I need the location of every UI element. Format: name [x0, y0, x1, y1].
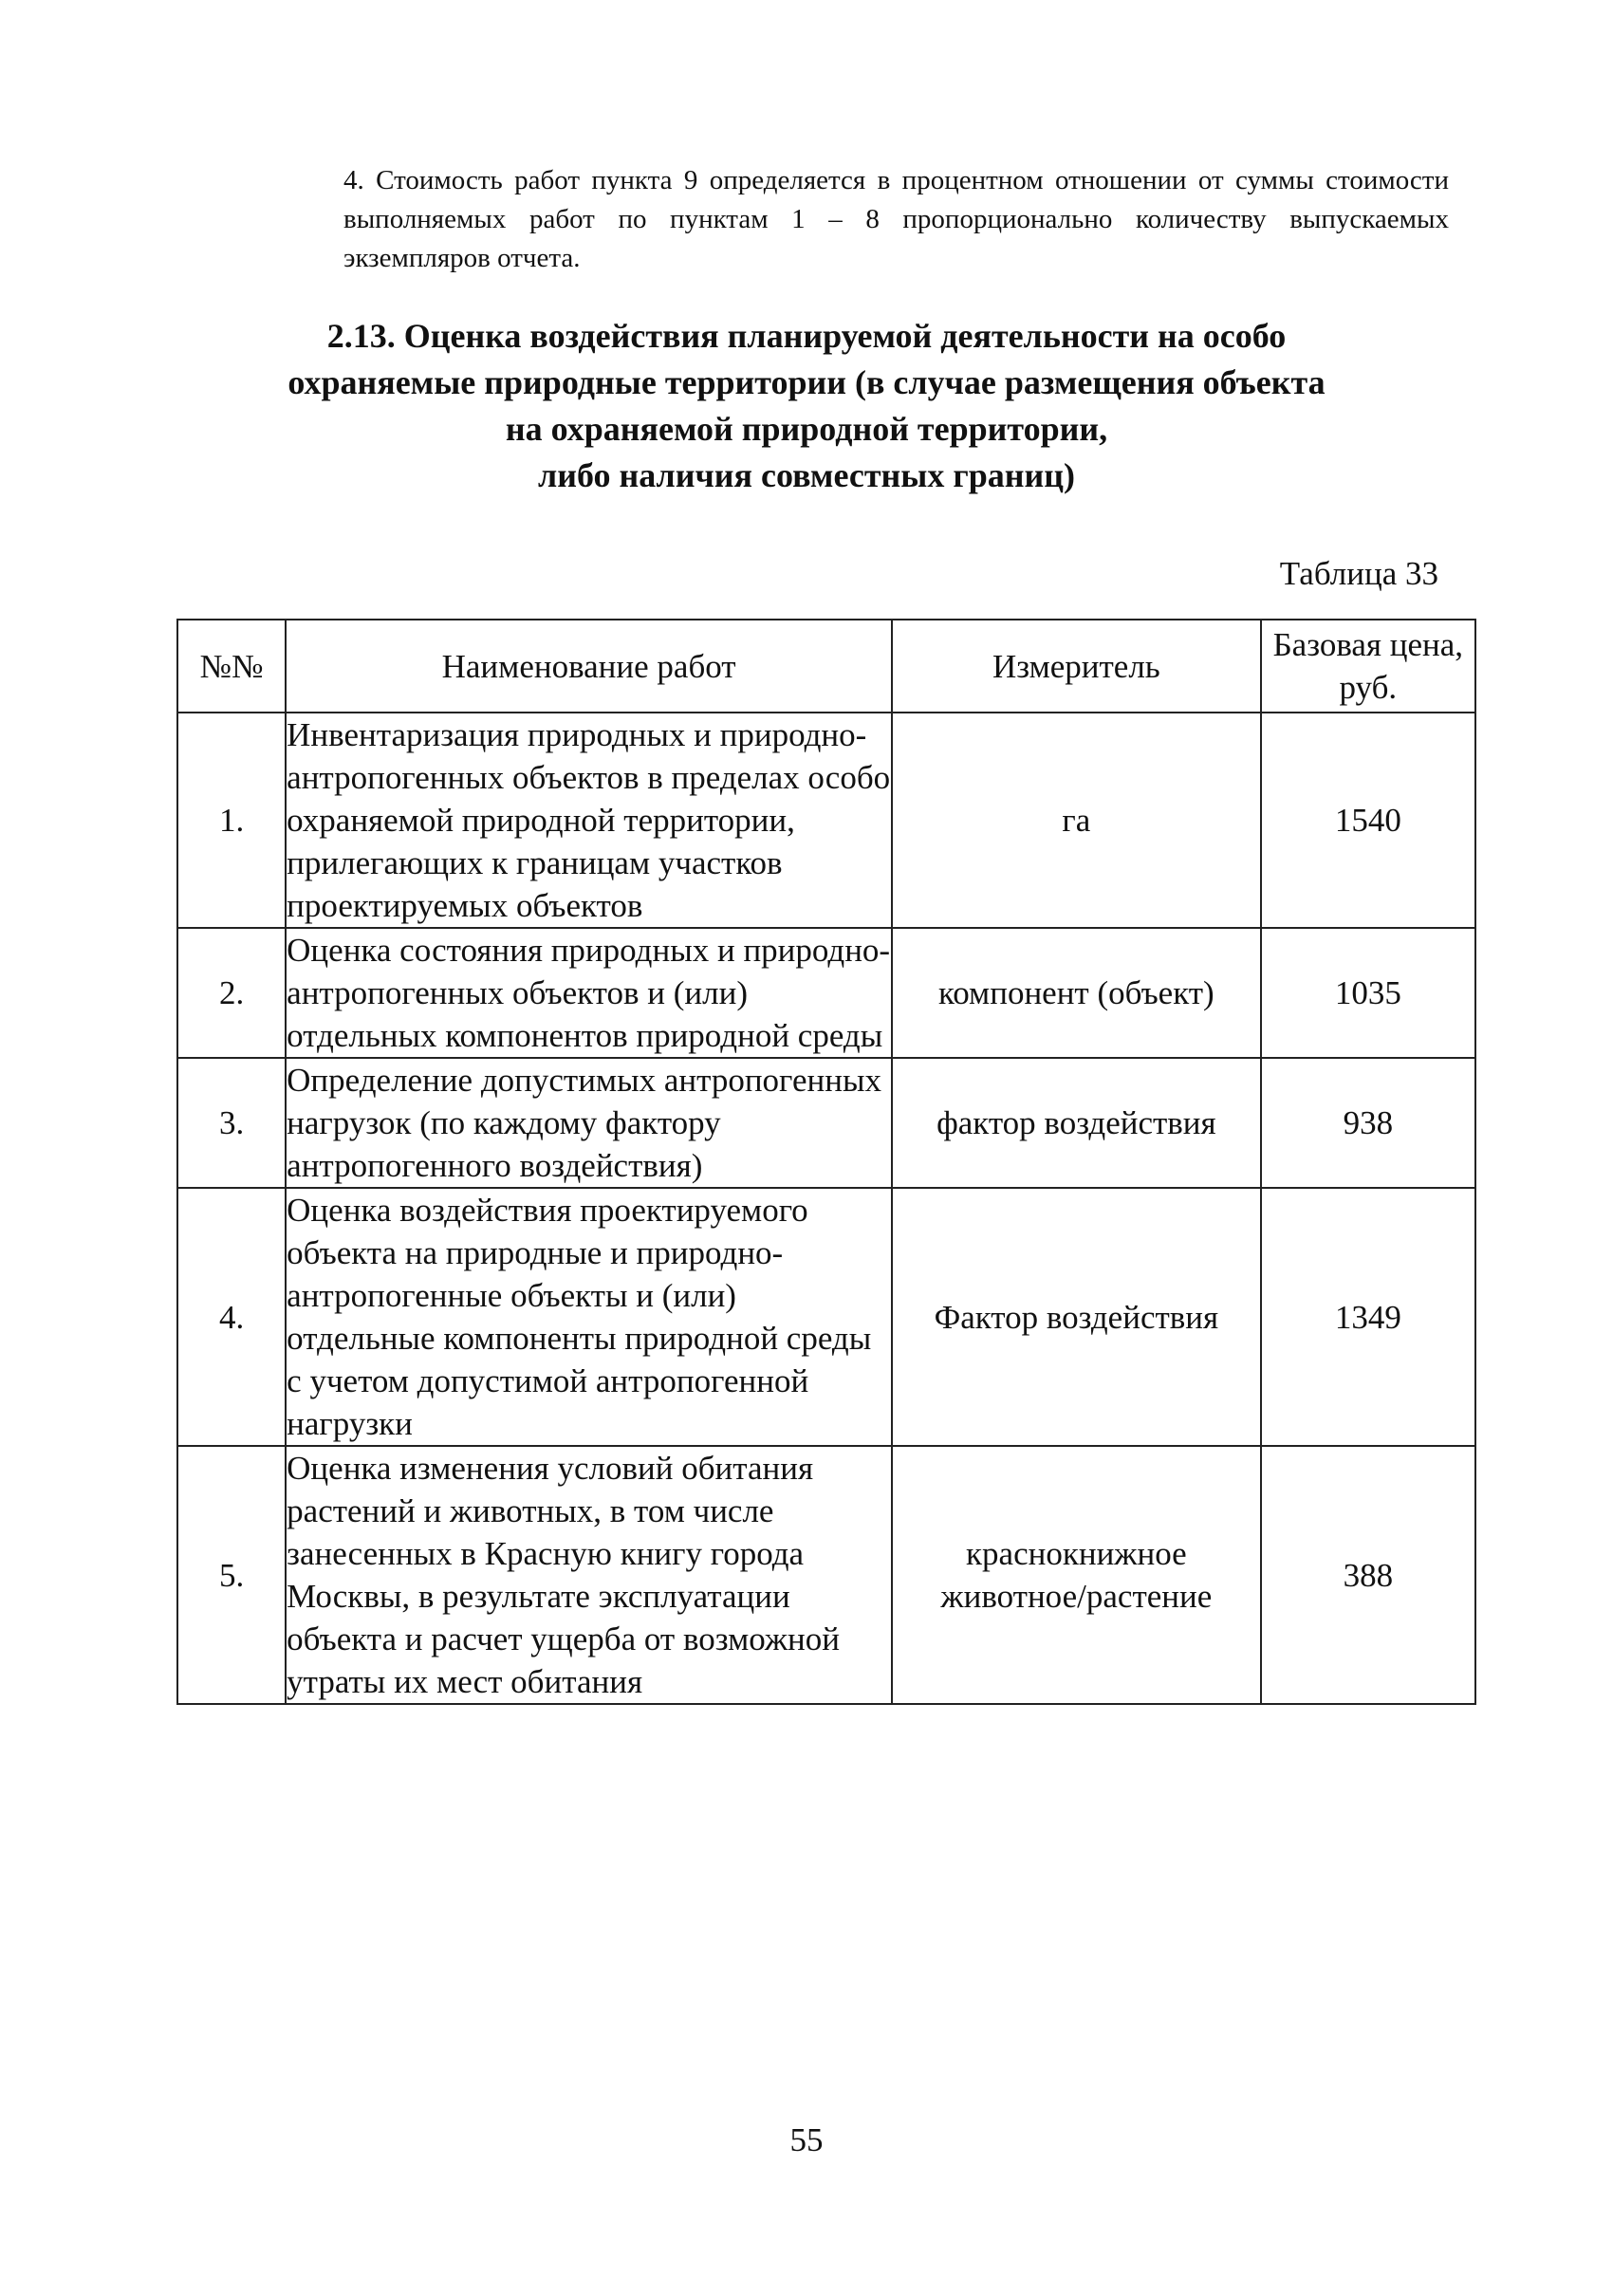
row-unit: компонент (объект) — [892, 928, 1261, 1058]
row-name: Определение допустимых антропогенных нагрузок (по каждому фактору антропогенного воздействия) — [286, 1058, 892, 1188]
table-row — [177, 1446, 1475, 1704]
row-unit: Фактор воздействия — [892, 1188, 1261, 1446]
row-name: Оценка воздействия проектируемого объекта на природные и природно-антропогенные объекты и (или) отдельные компоненты природной среды с учетом допустимой антропогенной нагрузки — [286, 1188, 892, 1446]
row-num: 4. — [177, 1188, 286, 1446]
page-number: 55 — [789, 2121, 824, 2158]
table-row — [177, 713, 1475, 928]
heading-line: на охраняемой природной территории, — [505, 410, 1108, 448]
row-name: Оценка состояния природных и природно-антропогенных объектов и (или) отдельных компонентов природной среды — [286, 928, 892, 1058]
note-paragraph — [343, 161, 1449, 278]
table-row — [177, 1058, 1475, 1188]
table-caption: Таблица 33 — [1279, 555, 1438, 592]
heading-line: охраняемые природные территории (в случае размещения объекта — [287, 363, 1326, 401]
row-price: 388 — [1261, 1446, 1475, 1704]
row-unit: краснокнижное животное/растение — [892, 1446, 1261, 1704]
header-unit: Измеритель — [892, 620, 1261, 713]
header-name: Наименование работ — [286, 620, 892, 713]
row-num: 1. — [177, 713, 286, 928]
table-row — [177, 928, 1475, 1058]
table-header-row — [177, 620, 1475, 713]
row-name: Оценка изменения условий обитания растений и животных, в том числе занесенных в Красную книгу города Москвы, в результате эксплуатации объекта и расчет ущерба от возможной утраты их мест обитания — [286, 1446, 892, 1704]
price-table — [176, 619, 1476, 1705]
header-num: №№ — [177, 620, 286, 713]
row-num: 2. — [177, 928, 286, 1058]
section-heading — [152, 313, 1461, 499]
heading-line: 2.13. Оценка воздействия планируемой деятельности на особо — [326, 317, 1287, 355]
row-price: 1035 — [1261, 928, 1475, 1058]
header-price: Базовая цена, руб. — [1261, 620, 1475, 713]
note-text: 4. Стоимость работ пункта 9 определяется в процентном отношении от суммы стоимости выполняемых работ по пунктам 1 – 8 пропорционально количеству выпускаемых экземпляров отчета. — [343, 165, 1449, 273]
table-row — [177, 1188, 1475, 1446]
row-price: 938 — [1261, 1058, 1475, 1188]
row-num: 3. — [177, 1058, 286, 1188]
row-num: 5. — [177, 1446, 286, 1704]
row-unit: га — [892, 713, 1261, 928]
row-price: 1540 — [1261, 713, 1475, 928]
row-name: Инвентаризация природных и природно-антропогенных объектов в пределах особо охраняемой природной территории, прилегающих к границам участков проектируемых объектов — [286, 713, 892, 928]
heading-line: либо наличия совместных границ) — [538, 456, 1075, 494]
row-price: 1349 — [1261, 1188, 1475, 1446]
row-unit: фактор воздействия — [892, 1058, 1261, 1188]
